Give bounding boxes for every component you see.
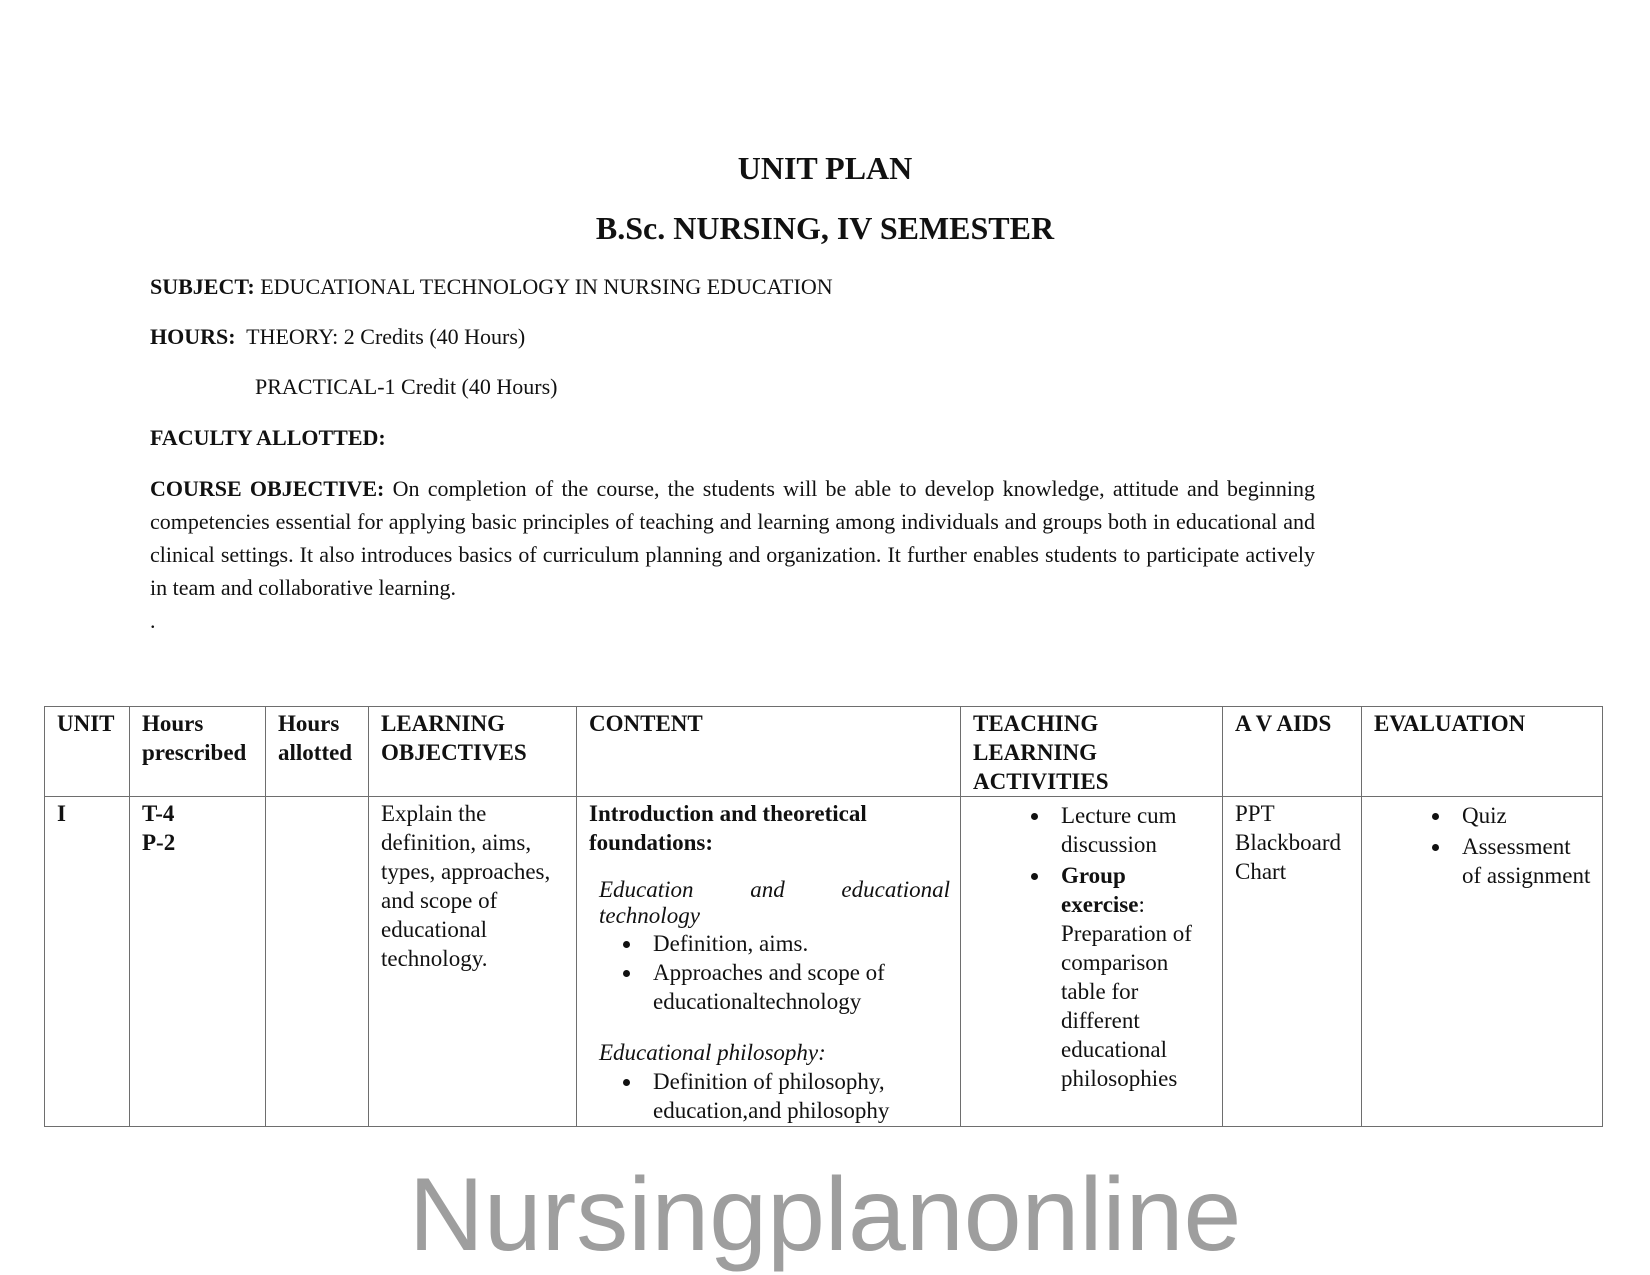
course-objective xyxy=(150,472,1315,604)
cell-av-aids: PPT Blackboard Chart xyxy=(1223,797,1362,1127)
subject-label: SUBJECT: xyxy=(150,274,255,299)
subject-value: EDUCATIONAL TECHNOLOGY IN NURSING EDUCATION xyxy=(260,274,833,299)
cell-content xyxy=(577,797,961,1127)
list-item: • Definition, aims. xyxy=(643,929,950,958)
theory-hours: THEORY: 2 Credits (40 Hours) xyxy=(246,324,526,349)
unit-plan-table xyxy=(44,706,1603,1127)
hours-line xyxy=(150,324,525,350)
header-av-aids: A V AIDS xyxy=(1223,707,1362,797)
faculty-allotted xyxy=(150,425,386,451)
cell-learning-objective: Explain the definition, aims, types, approaches, and scope of educational technology. xyxy=(369,797,577,1127)
trailing-dot: . xyxy=(150,608,156,633)
list-item: • Quiz xyxy=(1452,801,1592,830)
header-evaluation: EVALUATION xyxy=(1362,707,1603,797)
practical-hours: PRACTICAL-1 Credit (40 Hours) xyxy=(255,374,558,399)
content-list-philosophy xyxy=(589,1067,950,1125)
header-hours-prescribed: Hours prescribed xyxy=(130,707,266,797)
evaluation-list xyxy=(1374,801,1592,890)
header-teaching-learning-activities: TEACHING LEARNING ACTIVITIES xyxy=(961,707,1223,797)
watermark-logo: Nursingplanonline xyxy=(408,1157,1242,1273)
list-item: • Approaches and scope of educationaltechnology xyxy=(643,958,950,1016)
header-hours-allotted: Hours allotted xyxy=(266,707,369,797)
list-item: • Group exercise: Preparation of comparison table for different educational philosophies xyxy=(1051,861,1212,1093)
list-item: • Definition of philosophy, education,and philosophy xyxy=(643,1067,950,1125)
cell-hours-prescribed: T-4 P-2 xyxy=(130,797,266,1127)
cell-hours-allotted xyxy=(266,797,369,1127)
objective-label: COURSE OBJECTIVE: xyxy=(150,476,385,501)
cell-teaching-learning-activities xyxy=(961,797,1223,1127)
list-item: • Assessment of assignment xyxy=(1452,832,1592,890)
cell-evaluation xyxy=(1362,797,1603,1127)
header-content: CONTENT xyxy=(577,707,961,797)
page-subtitle: B.Sc. NURSING, IV SEMESTER xyxy=(595,210,1055,246)
header-unit: UNIT xyxy=(45,707,130,797)
content-subheading-philosophy: Educational philosophy: xyxy=(599,1040,826,1065)
tla-list xyxy=(973,801,1212,1093)
page-title: UNIT PLAN xyxy=(737,150,913,186)
cell-unit: I xyxy=(45,797,130,1127)
hours-label: HOURS: xyxy=(150,324,236,349)
content-list-education xyxy=(589,929,950,1016)
faculty-label: FACULTY ALLOTTED: xyxy=(150,425,386,450)
objective-text: On completion of the course, the students will be able to develop knowledge, attitude and beginning competencies essential for applying basic principles of teaching and learning among individuals and groups both in educational and clinical settings. It also introduces basics of curriculum planning and organization. It further enables students to participate actively in team and collaborative learning. xyxy=(150,476,1315,600)
header-learning-objectives: LEARNING OBJECTIVES xyxy=(369,707,577,797)
table-header-row xyxy=(45,707,1603,797)
content-subheading-education: Education and educational technology xyxy=(599,877,950,928)
content-heading: Introduction and theoretical foundations: xyxy=(589,801,867,855)
table-row xyxy=(45,797,1603,1127)
subject-line xyxy=(150,274,833,300)
list-item: • Lecture cum discussion xyxy=(1051,801,1212,859)
